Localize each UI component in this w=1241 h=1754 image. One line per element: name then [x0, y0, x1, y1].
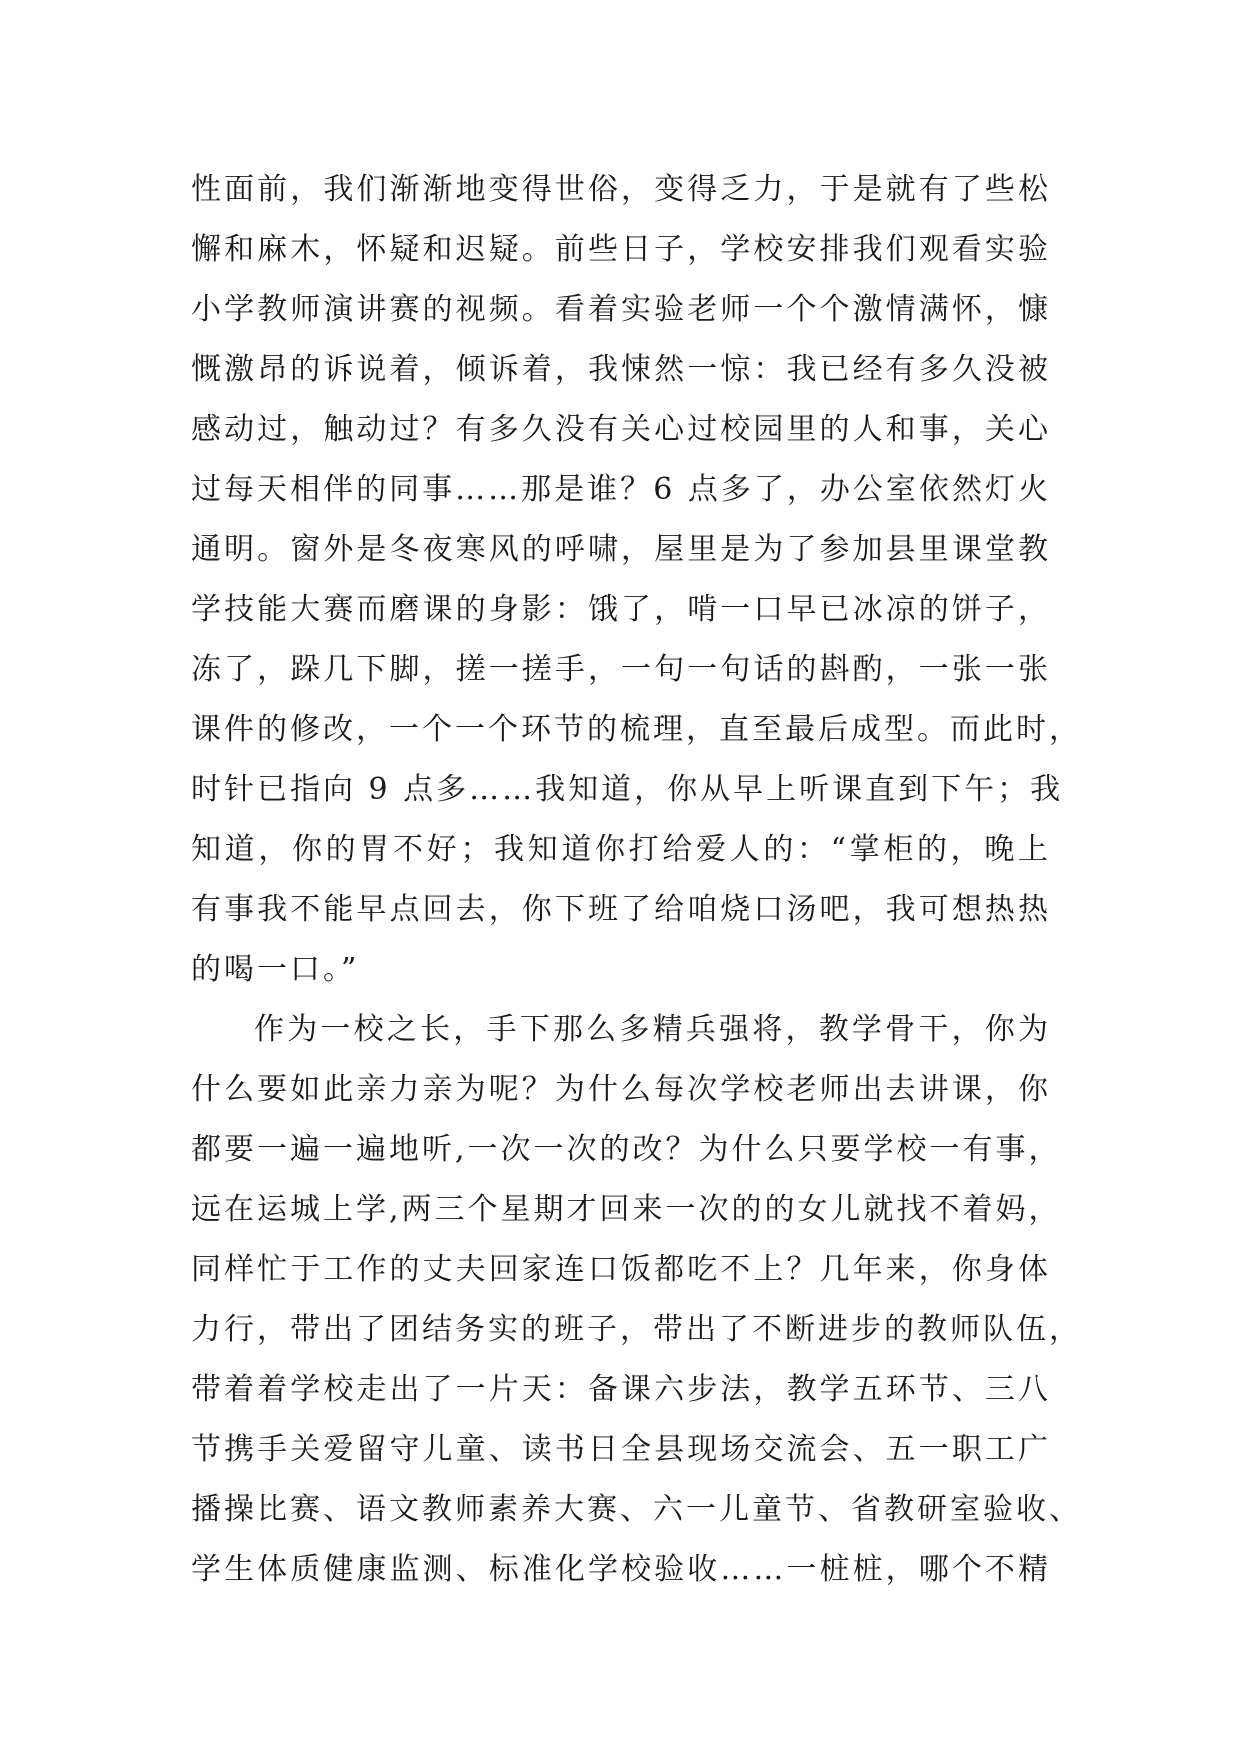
text-line: 冻了，跺几下脚，搓一搓手，一句一句话的斟酌，一张一张: [191, 652, 1051, 687]
text-line: 带着着学校走出了一片天：备课六步法，教学五环节、三八: [191, 1372, 1051, 1407]
text-line: 作为一校之长，手下那么多精兵强将，教学骨干，你为: [254, 1012, 1051, 1047]
text-line: 通明。窗外是冬夜寒风的呼啸，屋里是为了参加县里课堂教: [191, 532, 1051, 567]
text-line: 学生体质健康监测、标准化学校验收……一桩桩，哪个不精: [191, 1552, 1051, 1587]
text-line: 力行，带出了团结务实的班子，带出了不断进步的教师队伍，: [191, 1312, 1082, 1347]
text-line: 远在运城上学,两三个星期才回来一次的的女儿就找不着妈，: [191, 1192, 1062, 1227]
body-text: [191, 160, 1082, 1600]
text-line: 学技能大赛而磨课的身影：饿了，啃一口早已冰凉的饼子，: [191, 592, 1051, 627]
text-line: 时针已指向 9 点多……我知道，你从早上听课直到下午；我: [191, 772, 1064, 807]
text-line: 节携手关爱留守儿童、读书日全县现场交流会、五一职工广: [191, 1432, 1051, 1467]
text-line: 的喝一口。”: [191, 952, 360, 987]
text-line: 小学教师演讲赛的视频。看着实验老师一个个激情满怀，慷: [191, 292, 1051, 327]
text-line: 播操比赛、语文教师素养大赛、六一儿童节、省教研室验收、: [191, 1492, 1082, 1527]
paragraph-1: [191, 160, 1082, 1000]
text-line: 课件的修改，一个一个环节的梳理，直至最后成型。而此时，: [191, 712, 1082, 747]
text-line: 性面前，我们渐渐地变得世俗，变得乏力，于是就有了些松: [191, 172, 1051, 207]
text-line: 同样忙于工作的丈夫回家连口饭都吃不上？几年来，你身体: [191, 1252, 1051, 1287]
text-line: 过每天相伴的同事……那是谁？6 点多了，办公室依然灯火: [191, 472, 1051, 507]
text-line: 有事我不能早点回去，你下班了给咱烧口汤吧，我可想热热: [191, 892, 1051, 927]
text-line: 什么要如此亲力亲为呢？为什么每次学校老师出去讲课，你: [191, 1072, 1051, 1107]
text-line: 懈和麻木，怀疑和迟疑。前些日子，学校安排我们观看实验: [191, 232, 1051, 267]
paragraph-2: [191, 1000, 1082, 1600]
text-line: 慨激昂的诉说着，倾诉着，我悚然一惊：我已经有多久没被: [191, 352, 1051, 387]
text-line: 感动过，触动过？有多久没有关心过校园里的人和事，关心: [191, 412, 1051, 447]
text-line: 知道，你的胃不好；我知道你打给爱人的：“掌柜的，晚上: [191, 832, 1051, 867]
text-line: 都要一遍一遍地听,一次一次的改？为什么只要学校一有事，: [191, 1132, 1062, 1167]
